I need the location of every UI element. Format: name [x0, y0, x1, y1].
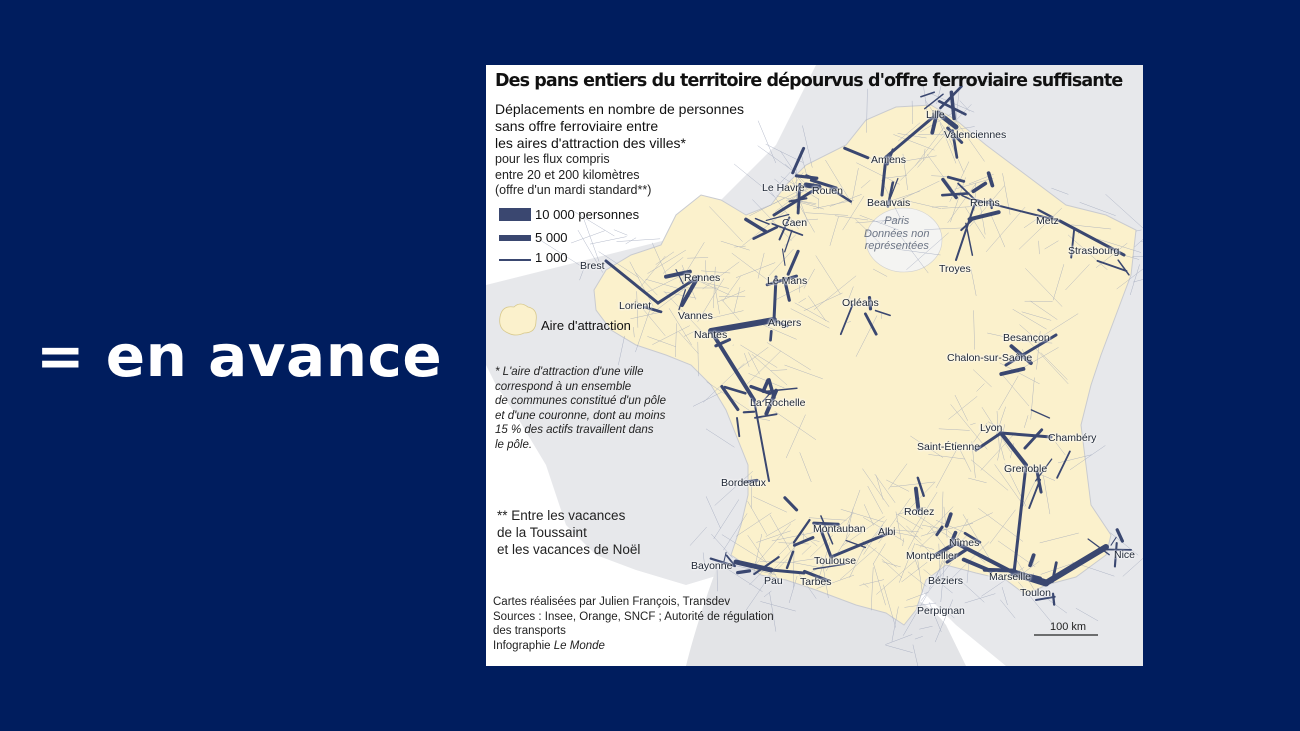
city-label-beziers: Béziers — [928, 575, 964, 587]
flow-line-medium — [1053, 594, 1054, 605]
city-label-rodez: Rodez — [904, 506, 935, 518]
city-label-lille: Lille — [926, 109, 945, 121]
footnote-aire — [495, 365, 666, 452]
city-label-metz: Metz — [1036, 215, 1059, 227]
credits-publisher: Le Monde — [553, 639, 605, 652]
city-label-nimes: Nîmes — [949, 537, 980, 549]
city-label-rouen: Rouen — [812, 185, 843, 197]
footnote-line: le pôle. — [495, 438, 533, 451]
city-label-brest: Brest — [580, 260, 605, 272]
slide-heading: = en avance — [36, 322, 443, 390]
map-title: Des pans entiers du territoire dépourvus d'offre ferroviaire suffisante — [495, 71, 1123, 91]
city-label-montpellier: Montpellier — [906, 550, 958, 562]
city-label-bayonne: Bayonne — [691, 560, 733, 572]
city-label-le-havre: Le Havre — [762, 182, 805, 194]
city-label-angers: Angers — [768, 317, 802, 329]
legend-subheading — [495, 152, 651, 199]
legend-heading-line: sans offre ferroviaire entre — [495, 118, 659, 134]
city-label-lorient: Lorient — [619, 300, 652, 312]
city-label-vannes: Vannes — [678, 310, 713, 322]
footnote-line: de communes constitué d'un pôle — [495, 395, 666, 407]
city-label-chalon-sur-saone: Chalon-sur-Saône — [947, 352, 1033, 364]
paris-note-line: Données non — [864, 227, 930, 240]
legend-heading-line: Déplacements en nombre de personnes — [495, 101, 745, 117]
city-label-marseille: Marseille — [989, 571, 1032, 583]
flow-line-light — [571, 231, 605, 243]
flow-line-light — [614, 230, 628, 236]
city-label-la-rochelle: La Rochelle — [750, 397, 806, 409]
aire-swatch — [500, 304, 537, 335]
legend-bar-5000 — [499, 235, 531, 241]
flow-line-medium — [771, 331, 772, 340]
legend-sub-line: entre 20 et 200 kilomètres — [495, 167, 640, 182]
credits — [493, 595, 774, 653]
city-label-chambery: Chambéry — [1048, 432, 1097, 444]
city-label-nantes: Nantes — [694, 329, 728, 341]
legend-bar-1000 — [499, 259, 531, 261]
flow-line-light — [590, 237, 627, 245]
footnote-line: correspond à un ensemble — [495, 380, 632, 393]
paris-note-line: Paris — [884, 215, 910, 227]
credits-line: Cartes réalisées par Julien François, Transdev — [493, 596, 731, 608]
city-label-montauban: Montauban — [813, 523, 866, 535]
city-label-caen: Caen — [782, 217, 808, 229]
aire-label: Aire d'attraction — [541, 318, 631, 333]
city-label-bordeaux: Bordeaux — [721, 477, 766, 489]
credits-line: des transports — [493, 625, 566, 637]
footnote-line: et les vacances de Noël — [497, 542, 641, 557]
paris-note — [864, 215, 929, 253]
city-label-rennes: Rennes — [684, 272, 721, 284]
city-label-grenoble: Grenoble — [1004, 463, 1048, 475]
credits-prefix: Infographie — [493, 639, 554, 652]
city-label-perpignan: Perpignan — [917, 605, 965, 617]
flow-line-medium — [738, 571, 750, 573]
legend-heading-line: les aires d'attraction des villes* — [495, 135, 686, 151]
city-label-nice: Nice — [1114, 549, 1136, 561]
city-label-albi: Albi — [878, 526, 896, 538]
city-label-beauvais: Beauvais — [867, 197, 911, 209]
city-label-pau: Pau — [764, 575, 783, 587]
city-label-lyon: Lyon — [980, 422, 1003, 434]
city-label-toulouse: Toulouse — [814, 555, 857, 567]
legend-sub-line: (offre d'un mardi standard**) — [495, 183, 652, 197]
footnote-line: 15 % des actifs travaillent dans — [495, 424, 654, 436]
city-label-valenciennes: Valenciennes — [944, 129, 1007, 141]
city-label-tarbes: Tarbes — [800, 576, 832, 588]
footnote-line: * L'aire d'attraction d'une ville — [495, 366, 644, 378]
city-label-reims: Reims — [970, 197, 1000, 209]
footnote-line: de la Toussaint — [497, 525, 587, 540]
credits-line — [493, 639, 774, 654]
map-card — [486, 65, 1143, 666]
city-label-amiens: Amiens — [871, 154, 907, 166]
scale-label: 100 km — [1050, 621, 1087, 633]
legend-heading — [495, 101, 744, 152]
city-label-troyes: Troyes — [939, 263, 971, 275]
legend-bar-10000 — [499, 208, 531, 221]
city-label-strasbourg: Strasbourg — [1068, 245, 1120, 257]
city-label-orleans: Orléans — [842, 297, 879, 309]
city-label-toulon: Toulon — [1020, 587, 1051, 599]
city-label-le-mans: Le Mans — [767, 275, 808, 287]
flow-line-medium — [942, 193, 967, 195]
flow-line-light — [617, 239, 661, 242]
legend-sub-line: pour les flux compris — [495, 152, 610, 166]
footnote-line: ** Entre les vacances — [497, 508, 626, 523]
footnote-vacances — [497, 507, 640, 558]
legend-label-1000: 1 000 — [535, 250, 568, 265]
legend-label-10000: 10 000 personnes — [535, 207, 640, 222]
credits-line: Sources : Insee, Orange, SNCF ; Autorité de régulation — [493, 610, 774, 623]
paris-note-line: représentées — [864, 240, 929, 252]
flow-line-medium — [744, 412, 754, 413]
footnote-line: et d'une couronne, dont au moins — [495, 409, 666, 422]
city-label-besancon: Besançon — [1003, 332, 1050, 344]
legend-label-5000: 5 000 — [535, 230, 568, 245]
city-label-saint-etienne: Saint-Étienne — [917, 441, 981, 453]
